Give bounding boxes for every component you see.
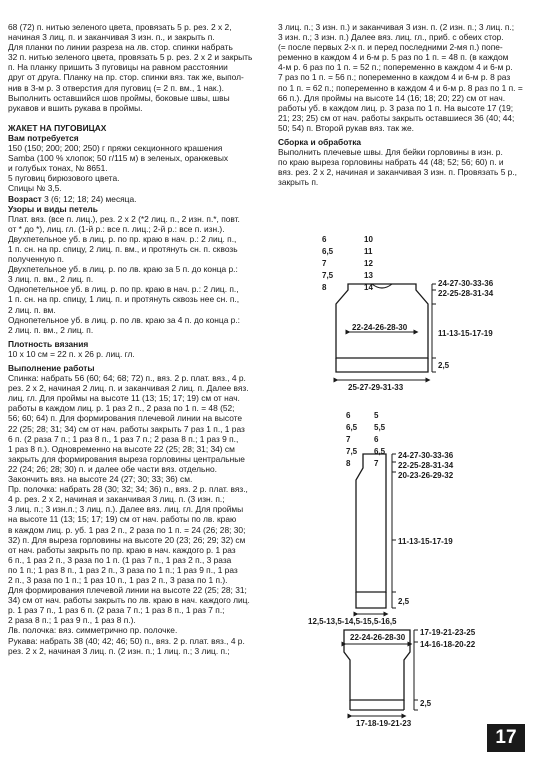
text-line: рез. 2 х 2, начиная 2 лиц. п. и заканчивая 2 лиц. п. Далее вяз. [8,383,249,394]
front-right-num: 5 [374,411,379,420]
text-line: 22 (24; 26; 28; 30) п. и далее обе части вяз. отдельно. [8,463,217,474]
front-left-num: 8 [346,459,351,468]
text-line: 3 лиц. п.; 3 изн. п.) и заканчивая 3 изн. п. (2 изн. п.; 3 лиц. п.; [278,22,515,32]
sleeve-side-height: 14-16-18-20-22 [420,640,476,649]
back-schematic [336,284,436,380]
text-line: 2 раза 8 п.; 1 раз 9 п., 1 раз 8 п.). [8,615,136,626]
back-right-num: 13 [364,271,373,280]
back-left-num: 7 [322,259,327,268]
text-line: друг от друга. Планку на пр. стор. спинки вяз. так же, выпол- [8,72,244,83]
back-armhole-height: 22-25-28-31-34 [438,289,494,298]
text-line: 3 лиц. п. вм., 2 лиц. п. [8,274,94,285]
front-right-num: 6 [374,435,379,444]
front-side-height: 11-13-15-17-19 [398,537,453,546]
text-line: 1 п. сн. на пр. спицу, 2 лиц. п. вм., и протянуть сн. п. сквозь [8,243,238,254]
text-line: Рукава: набрать 38 (40; 42; 46; 50) п., вяз. 2 р. плат. вяз., 4 р. [8,635,245,646]
text-line: по 1 п. = 62 п.; попеременно в каждом 4 и 6-м р. 8 раз по 1 п. = [278,82,523,93]
text-line: начиная 3 лиц. п. и заканчивая 3 изн. п., и закрыть п. [8,32,215,43]
text-line: 6 п., 1 раз 2 п., 3 раза по 1 п. (1 раз 7 п., 1 раз 2 п., 3 раза [8,554,232,565]
text-line: 3 изн. п.; 3 изн. п.) Далее вяз. лиц. гл., приб. с обеих стор. [278,32,504,43]
text-line: 56; 60; 64) п. Для формирования плечевой линии на высоте [8,413,243,424]
text-line: 1 раз 8 п.). Одновременно на высоте 22 (25; 28; 31; 34) см [8,443,235,454]
front-labels [308,411,454,626]
front-right-num: 5,5 [374,423,386,432]
text-line: лиц. гл. Для проймы на высоте 11 (13; 15; 17; 19) см от нач. [8,393,240,404]
back-right-num: 10 [364,235,373,244]
back-shoulder-height: 24-27-30-33-36 [438,279,494,288]
text-line: р. 1 раз 7 п., 1 раз 6 п. (2 раза 7 п.; 1 раз 8 п., 1 раз 7 п.; [8,605,225,616]
text-line: от * до *), лиц. гл. (1-й р.: все п. лиц.; 2-й р.: все п. изн.). [8,223,225,234]
back-left-num: 6,5 [322,247,334,256]
front-rib: 2,5 [398,597,410,606]
text-line: Спицы № 3,5. [8,183,62,194]
back-bottom-width: 25-27-29-31-33 [348,383,404,392]
text-line: нив в 3-м р. 3 отверстия для пуговиц (= 2 п. вм., 1 нак.). [8,82,225,93]
front-neck-height: 20-23-26-29-32 [398,471,454,480]
text-line: п. На планку пришить 3 пуговицы на равном расстоянии [8,62,228,73]
text-line: вяз. рез. 2 х 2, начиная и заканчивая 3 изн. п. Провязать 5 р., [278,167,517,178]
text-line: 5 пуговиц бирюзового цвета. [8,173,120,184]
text-line: Однопетельное уб. в лиц. р. по лв. краю за 4 п. до конца р.: [8,314,240,325]
sleeve-rib: 2,5 [420,699,432,708]
text-line: Выполнить плечевые швы. Для бейки горловины в изн. р. [278,147,503,158]
text-line: Лв. полочка: вяз. симметрично пр. полочке. [8,625,178,636]
text-line: Выполнить оставшийся шов проймы, боковые швы, швы [8,92,230,103]
text-line: рез. 2 х 2, начиная 3 лиц. п. (2 изн. п.; 1 лиц. п.; 3 лиц. п.; [8,645,230,656]
text-line: 2 лиц. п. вм. [8,304,56,315]
front-shoulder-height: 24-27-30-33-36 [398,451,454,460]
text-line: ЖАКЕТ НА ПУГОВИЦАХ [8,122,107,133]
page-number: 17 [487,724,525,752]
front-left-num: 6,5 [346,423,358,432]
text-line: 66 п.). Для проймы на высоте 14 (16; 18; 20; 22) см от нач. [278,92,506,103]
text-line: по краю выреза горловины набрать 44 (48; 52; 56; 60) п. и [278,157,504,168]
text-line: 32 п. нитью зеленого цвета, провязать 5 р. рез. 2 х 2 и закрыть [8,52,253,63]
text-line: 4-м р. 6 раз по 1 п. = 52 п.; попеременно в каждом 4 и 6-м р. [278,62,513,73]
sleeve-top-width: 22-24-26-28-30 [350,633,406,642]
front-bottom-width: 12,5-13,5-14,5-15,5-16,5 [308,617,397,626]
sleeve-bottom-width: 17-18-19-21-23 [356,719,412,728]
text-line: Для планки по линии разреза на лв. стор. спинки набрать [8,42,233,53]
front-right-num: 7 [374,459,379,468]
text-line: закрыть для формирования выреза горловины центральные [8,453,245,464]
back-rib: 2,5 [438,361,450,370]
text-line: 150 (150; 200; 200; 250) г пряжи секционного крашения [8,143,223,154]
text-line: 21; 23; 25) см от нач. работы закрыть оставшиеся 36 (40; 44; [278,112,515,123]
text-line: Сборка и обработка [278,137,362,148]
text-line: Закончить вяз. на высоте 24 (27; 30; 33; 36) см. [8,474,193,485]
text-line: от нач. работы закрыть по пр. краю в нач. каждого р. 1 раз [8,544,236,555]
text-line: по 1 п.; 1 раз 8 п., 1 раз 2 п., 3 раза по 1 п.; 1 раз 9 п., 1 раз [8,564,238,575]
back-left-num: 6 [322,235,327,244]
text-line: 68 (72) п. нитью зеленого цвета, провязать 5 р. рез. 2 х 2, [8,22,232,32]
text-line: на высоте 11 (13; 15; 17; 19) см от нач. работы по лв. краю [8,514,237,525]
front-right-num: 6,5 [374,447,386,456]
text-line: Двухпетельное уб. в лиц. р. по пр. краю в нач. р.: 2 лиц. п., [8,233,237,244]
front-left-num: 7 [346,435,351,444]
text-line: 3 лиц. п.; 3 изн.п.; 3 лиц. п.). Далее вяз. лиц. гл. Для проймы [8,504,244,515]
back-left-num: 8 [322,283,327,292]
text-line: ременно в каждом 4 и 6-м р. 5 раз по 1 п. = 48 п. (в каждом [278,52,509,63]
sleeve-schematic [344,630,418,716]
text-line: 34) см от нач. работы закрыть по лв. краю в нач. каждого лиц. [8,595,250,606]
text-line: и голубых тонах, № 8651. [8,163,108,174]
text-line: полученную п. [8,254,65,265]
text-line: Спинка: набрать 56 (60; 64; 68; 72) п., вяз. 2 р. плат. вяз., 4 р. [8,373,246,384]
text-line: 4 р. рез. 2 х 2, начиная и заканчивая 3 лиц. п. (3 изн. п.; [8,494,225,505]
text-line: Однопетельное уб. в лиц. р. по пр. краю в нач. р.: 2 лиц. п., [8,284,239,295]
text-line: 10 х 10 см = 22 п. х 26 р. лиц. гл. [8,348,135,359]
back-side-height: 11-13-15-17-19 [438,329,493,338]
text-line: Возраст 3 (6; 12; 18; 24) месяца. [8,193,137,204]
text-line: 7 раз по 1 п. = 56 п.; попеременно в каждом 4 и 6-м р. 8 раз [278,72,511,83]
sleeve-labels [350,628,476,728]
text-line: Для формирования плечевой линии на высоте 22 (25; 28; 31; [8,585,247,596]
text-line: 1 п. сн. на пр. спицу, 1 лиц. п. и протянуть сквозь нее сн. п., [8,294,240,305]
text-line: 22 (25; 28; 31; 34) см от нач. работы закрыть 7 раз 1 п., 1 раз [8,423,245,434]
text-line: 6 п. (2 раза 7 п.; 1 раз 8 п., 1 раз 7 п.; 2 раза 8 п.; 1 раз 9 п., [8,433,239,444]
text-line: 2 лиц. п. вм., 2 лиц. п. [8,324,94,335]
text-line: Плотность вязания [8,338,89,349]
text-line: работы в каждом лиц. р. 1 раз 2 п., 2 раза по 1 п. = 48 (52; [8,403,235,414]
front-left-num: 7,5 [346,447,358,456]
schematics-svg [278,235,540,750]
text-line: Двухпетельное уб. в лиц. р. по лв. краю за 5 п. до конца р.: [8,264,238,275]
text-line: Узоры и виды петель [8,203,98,214]
text-line: 2 п., 3 раза по 1 п.; 1 раз 10 п., 1 раз 2 п., 3 раза по 1 п.). [8,574,228,585]
left-text-column [8,22,266,656]
text-line: Samba (100 % хлопок; 50 г/115 м) в зеленых, оранжевых [8,153,229,164]
front-left-num: 6 [346,411,351,420]
text-line: в каждом лиц. р. уб. 1 раз 2 п., 2 раза по 1 п. = 24 (26; 28; 30; [8,524,246,535]
text-line: Пр. полочка: набрать 28 (30; 32; 34; 36) п., вяз. 2 р. плат. вяз., [8,484,248,495]
text-line: рукавов и вшить рукава в проймы. [8,102,143,113]
text-line: закрыть п. [278,177,319,188]
text-line: 32) п. Для выреза горловины на высоте 20 (23; 26; 29; 32) см [8,534,246,545]
back-right-num: 14 [364,283,373,292]
back-labels [322,235,494,392]
text-line: 50; 54) п. Второй рукав вяз. так же. [278,122,415,133]
text-line: Выполнение работы [8,363,95,373]
text-line: работы уб. в каждом лиц. р. 3 раза по 1 п. На высоте 17 (19; [278,102,514,113]
back-right-num: 12 [364,259,373,268]
sleeve-cap-height: 17-19-21-23-25 [420,628,476,637]
front-armhole-height: 22-25-28-31-34 [398,461,454,470]
text-line: Вам потребуется [8,132,79,143]
text-line: (= после первых 2-х п. и перед последними 2-мя п.) попе- [278,42,503,53]
back-right-num: 11 [364,247,373,256]
right-text-column [278,22,540,188]
back-neck-width: 22-24-26-28-30 [352,323,408,332]
text-line: Плат. вяз. (все п. лиц.), рез. 2 х 2 (*2 лиц. п., 2 изн. п.*, повт. [8,213,240,224]
front-schematic [356,454,396,614]
back-left-num: 7,5 [322,271,334,280]
pattern-diagrams [278,235,540,750]
